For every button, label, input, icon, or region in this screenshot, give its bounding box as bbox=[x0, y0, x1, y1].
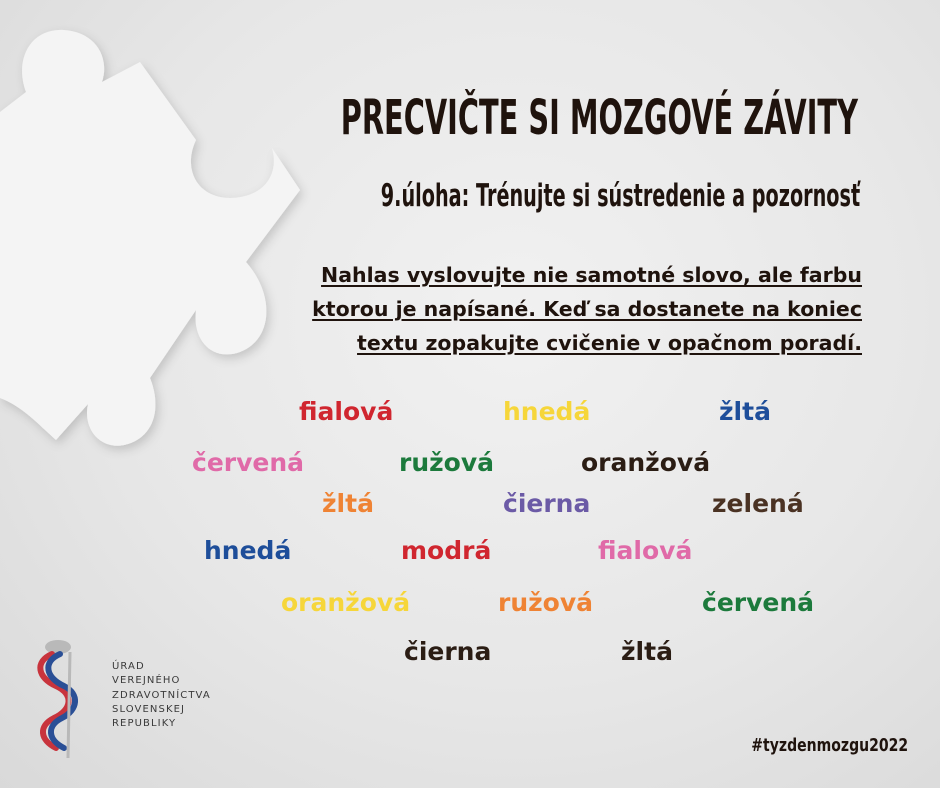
task-subtitle: 9.úloha: Trénujte si sústredenie a pozornosť bbox=[380, 178, 860, 214]
institution-name-line: ÚRAD bbox=[112, 661, 145, 672]
instructions-line: Nahlas vyslovujte nie samotné slovo, ale farbu bbox=[321, 263, 862, 287]
instructions-line: textu zopakujte cvičenie v opačnom poradí. bbox=[357, 331, 862, 355]
puzzle-piece-icon bbox=[0, 0, 340, 470]
instructions-text bbox=[242, 258, 862, 360]
color-word: oranžová bbox=[581, 448, 711, 477]
color-word: čierna bbox=[503, 489, 591, 518]
color-word: hnedá bbox=[204, 536, 292, 565]
color-word: ružová bbox=[399, 448, 495, 477]
institution-name-line: VEREJNÉHO bbox=[112, 675, 181, 687]
institution-name-line: REPUBLIKY bbox=[112, 718, 177, 730]
page-title: PRECVIČTE SI MOZGOVÉ ZÁVITY bbox=[340, 90, 858, 146]
instructions-line: ktorou je napísané. Keď sa dostanete na koniec bbox=[312, 297, 862, 321]
color-word: červená bbox=[192, 448, 305, 477]
institution-name-line: SLOVENSKEJ bbox=[112, 703, 186, 715]
color-word: červená bbox=[702, 588, 815, 617]
color-word: žltá bbox=[621, 637, 673, 666]
color-word: hnedá bbox=[503, 397, 591, 426]
color-word: fialová bbox=[299, 397, 394, 426]
hashtag: #tyzdenmozgu2022 bbox=[751, 735, 908, 756]
staff-of-asclepius-icon bbox=[30, 636, 80, 760]
color-word: fialová bbox=[598, 536, 693, 565]
color-word: zelená bbox=[712, 489, 804, 518]
institution-name bbox=[112, 660, 211, 731]
color-word: čierna bbox=[404, 637, 492, 666]
color-word: oranžová bbox=[281, 588, 411, 617]
color-word: modrá bbox=[401, 536, 492, 565]
color-word: žltá bbox=[322, 489, 374, 518]
institution-name-line: ZDRAVOTNÍCTVA bbox=[112, 689, 211, 701]
color-word: ružová bbox=[498, 588, 594, 617]
color-word: žltá bbox=[719, 397, 771, 426]
